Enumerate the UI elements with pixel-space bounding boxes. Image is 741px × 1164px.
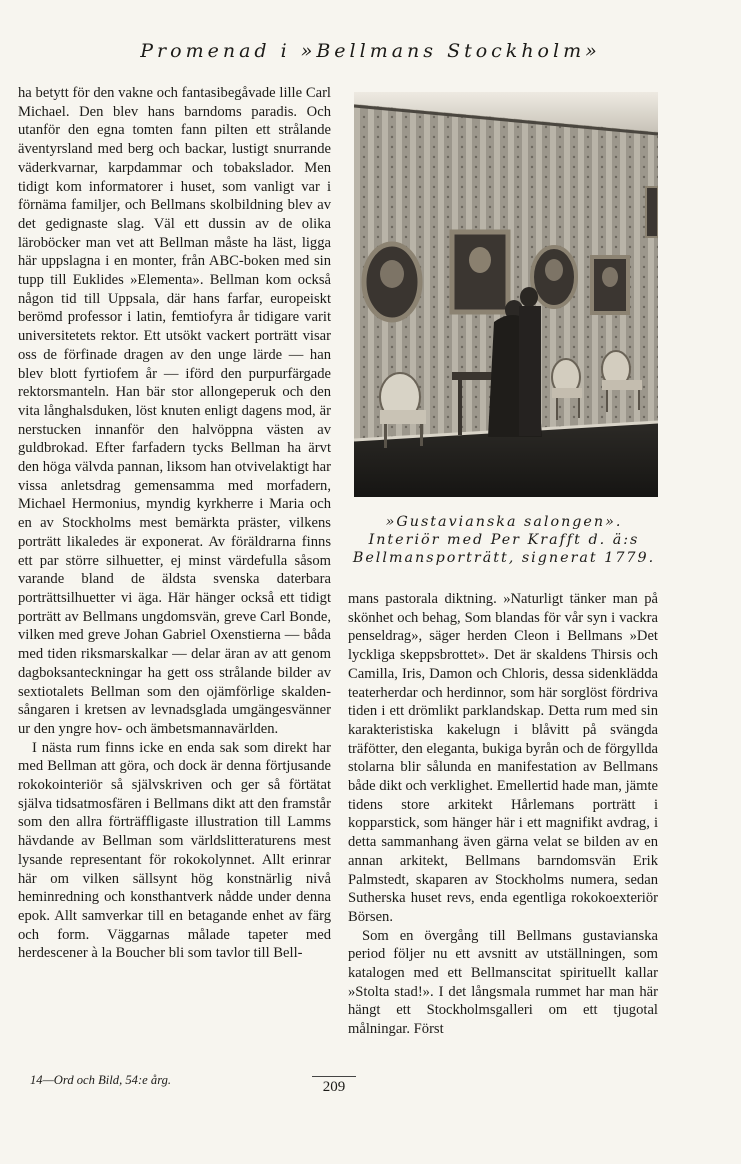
salon-interior-illustration — [354, 92, 658, 497]
paragraph: I nästa rum finns icke en enda sak som direkt har med Bellman att göra, och dock är denna förtjusande rokokointeriör så självskriven och ger så förtätat själva tidsatmosfären i Bellmans dikt att den framstår som den allra förträffligaste illustration till Lamms hävdande av Bellman som världslitteraturens mest lysande representant för rokokolynnet. Allt erinrar här om vilken sällsynt hög konstnärlig nivå heminredning och konsthantverk nådde under denna epok. Allt samverkar till en betagande enhet av färg och form. Väggarnas målade tapeter med herdescener à la Boucher bli som tavlor till Bell- — [18, 739, 331, 962]
running-title: Promenad i »Bellmans Stockholm» — [140, 40, 601, 62]
right-column — [348, 590, 658, 1039]
page-number: 209 — [312, 1076, 356, 1096]
paragraph: mans pastorala diktning. »Naturligt tänker man på skönhet och behag, Som blandas för vår syn i vackra penseldrag», säger herden Cleon i Bellmans »Det lyckliga skeppsbrottet». Det är skaldens Thirsis och Camilla, Iris, Damon och Chloris, dessa sidenklädda teaterherdar och herdinnor, som här sorglöst fördriva tiden i ett drömlikt parklandskap. Detta rum med sin karakteristiska kakelugn i blåvitt på svängda träfötter, den eleganta, bukiga byrån och de förgyllda stolarna blir sålunda en manifestation av Bellmans både dikt och verklighet. Emellertid hade man, jämte tidens store arkitekt Hårlemans porträtt i kopparstick, som hänger här i ett magnifikt avdrag, i detta sammanhang även gärna velat se bilden av en annan arkitekt, Bellmans barndomsvän Erik Palmstedt, skaparen av Stockholms numera, sedan Sutherska huset revs, enda egentliga rokokoexteriör Börsen. — [348, 591, 659, 925]
paragraph: Som en övergång till Bellmans gustavianska period följer nu ett avsnitt av utställningen, som katalogen med ett Bellmanscitat spirituellt kallar »Stolta stad!». I det långsmala rummet har man här hängt ett Stockholmsgalleri om ett tjugotal målningar. Först — [348, 927, 658, 1038]
paragraph: ha betytt för den vakne och fantasibegåvade lille Carl Michael. Den blev hans barndoms paradis. Och utanför den egna tomten fann pilten ett strålande äventyrsland med berg och backar, lustigt snurrande väderkvarnar, karpdammar och tobakslador. Men tidigt kom informatorer i huset, som vanligt var i förnäma familjer, och Bellmans skolbildning blev av det gedignaste slag. Väl ett dussin av de olika läroböcker man vet att Bellman måste ha läst, ligga här uppslagna i en monter, från ABC-boken med sin tupp till Euklides »Elementa». Bellman kom också någon tid till Uppsala, där hans farfar, europeiskt berömd professor i latin, femtiofyra år tidigare varit universitetets rektor. Ett utsökt vackert porträtt visar oss de förfinade dragen av den unge lärde — han blev blott fyrtiofem år — iförd den purpurfärgade rektorsmanteln. Han bär stor allongeperuk och den vita långhalsduken, löst knuten enligt dagens mod, är nerstucken innanför den halvöppna västen av guldbrokad. Efter farfadern tycks Bellman ha ärvt den höga välvda pannan, liksom han otvivelaktigt har vissa anletsdrag gemensamma med morfadern, Michael Hermonius, myndig kyrkherre i Maria och en av Stockholms mest bemärkta präster, vilkens porträtt likaledes är exponerat. Av föräldrarna finns ett par större silhuetter, ej minst värdefulla såsom varande bland de äldsta svenska daterbara porträttsilhuetter vi äga. Här hänger också ett tidigt porträtt av Bellmans ungdomsvän, greve Carl Bonde, vilken med greve Johan Gabriel Oxenstierna — båda med tiden riksmarskalkar — delar äran av att genom dagboksanteckningar ha gett oss strålande bilder av sextiotalets Bellman som den ojämförlige skalden-sångaren i kretsen av levnadsglada umgängesvänner ur den yngre hov- och ämbetsmannavärlden. — [18, 85, 331, 737]
figure-caption: »Gustavianska salongen». Interiör med Per Krafft d. ä:s Bellmansporträtt, signerat 1779. — [352, 514, 656, 566]
printer-signature: 14—Ord och Bild, 54:e årg. — [30, 1073, 172, 1087]
salon-photograph — [354, 92, 658, 497]
left-column — [18, 84, 331, 963]
